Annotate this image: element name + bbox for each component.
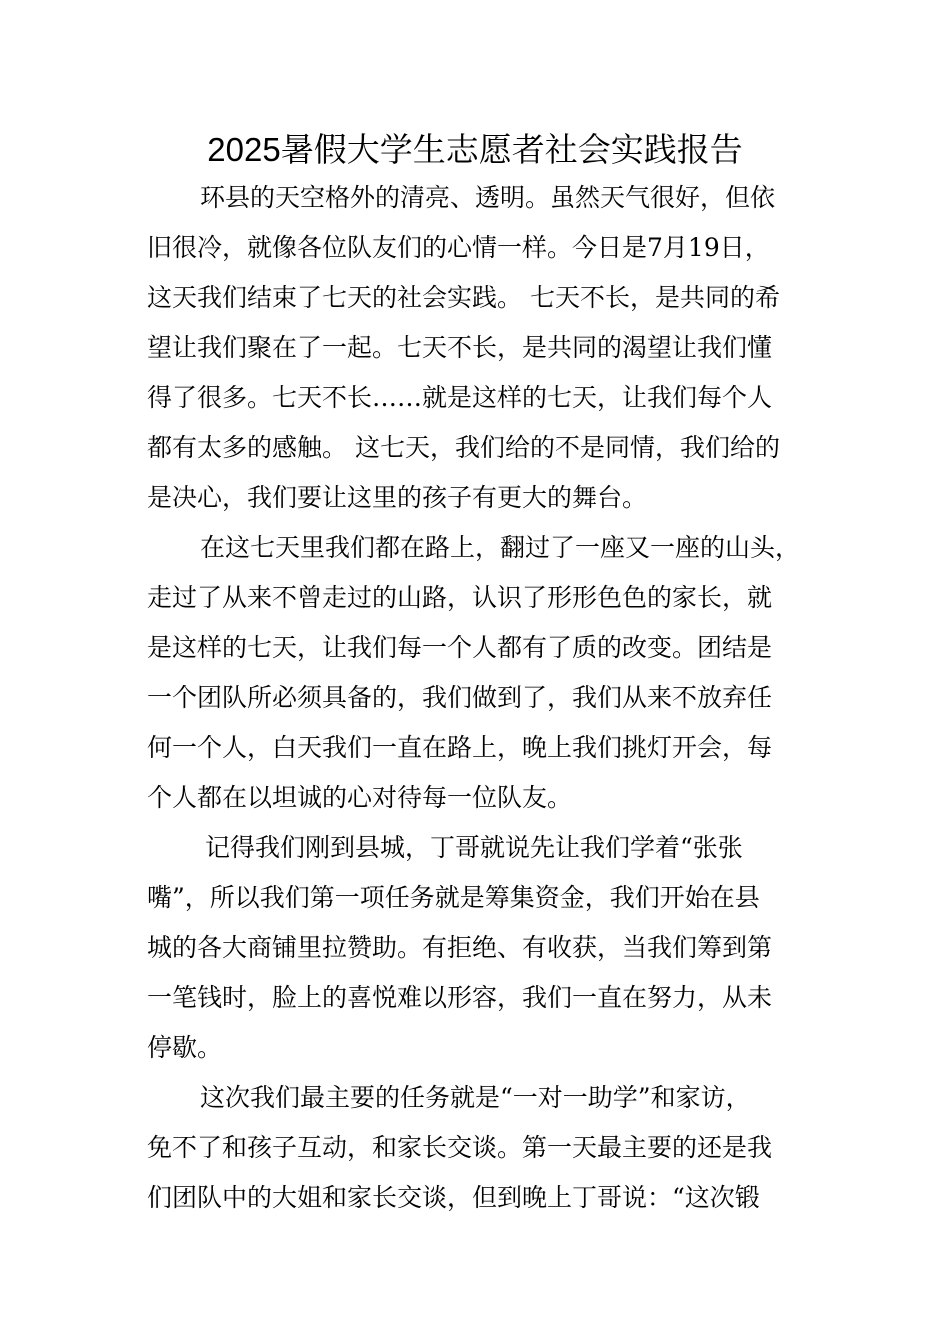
document-title: 2025暑假大学生志愿者社会实践报告: [207, 131, 743, 168]
paragraph-line: 记得我们刚到县城，丁哥就说先让我们学着“张张: [205, 833, 743, 862]
paragraph-line: 望让我们聚在了一起。七天不长，是共同的渴望让我们懂: [147, 333, 773, 362]
paragraph-line: 都有太多的感触。 这七天，我们给的不是同情，我们给的: [147, 433, 780, 462]
paragraph-line: 停歇。: [147, 1033, 223, 1062]
paragraph-line: 旧很冷，就像各位队友们的心情一样。今日是7月19日，: [147, 233, 770, 262]
paragraph-line: 得了很多。七天不长……就是这样的七天，让我们每个人: [147, 383, 773, 412]
paragraph-line: 环县的天空格外的清亮、透明。虽然天气很好，但依: [200, 183, 776, 212]
paragraph-line: 这次我们最主要的任务就是“一对一助学”和家访，: [200, 1083, 751, 1112]
paragraph-line: 一笔钱时，脸上的喜悦难以形容，我们一直在努力，从未: [147, 983, 773, 1012]
paragraph-line: 们团队中的大姐和家长交谈，但到晚上丁哥说：“这次锻: [147, 1183, 760, 1212]
paragraph-line: 何一个人，白天我们一直在路上，晚上我们挑灯开会，每: [147, 733, 773, 762]
paragraph-line: 是这样的七天，让我们每一个人都有了质的改变。团结是: [147, 633, 773, 662]
paragraph-line: 嘴”，所以我们第一项任务就是筹集资金，我们开始在县: [147, 883, 760, 912]
paragraph-line: 免不了和孩子互动，和家长交谈。第一天最主要的还是我: [147, 1133, 773, 1162]
paragraph-line: 个人都在以坦诚的心对待每一位队友。: [147, 783, 573, 812]
paragraph-line: 这天我们结束了七天的社会实践。 七天不长，是共同的希: [147, 283, 780, 312]
paragraph-line: 一个团队所必须具备的，我们做到了，我们从来不放弃任: [147, 683, 773, 712]
paragraph-line: 是决心，我们要让这里的孩子有更大的舞台。: [147, 483, 648, 512]
paragraph-line: 在这七天里我们都在路上，翻过了一座又一座的山头，: [200, 533, 801, 562]
paragraph-line: 城的各大商铺里拉赞助。有拒绝、有收获，当我们筹到第: [147, 933, 773, 962]
paragraph-line: 走过了从来不曾走过的山路，认识了形形色色的家长，就: [147, 583, 773, 612]
